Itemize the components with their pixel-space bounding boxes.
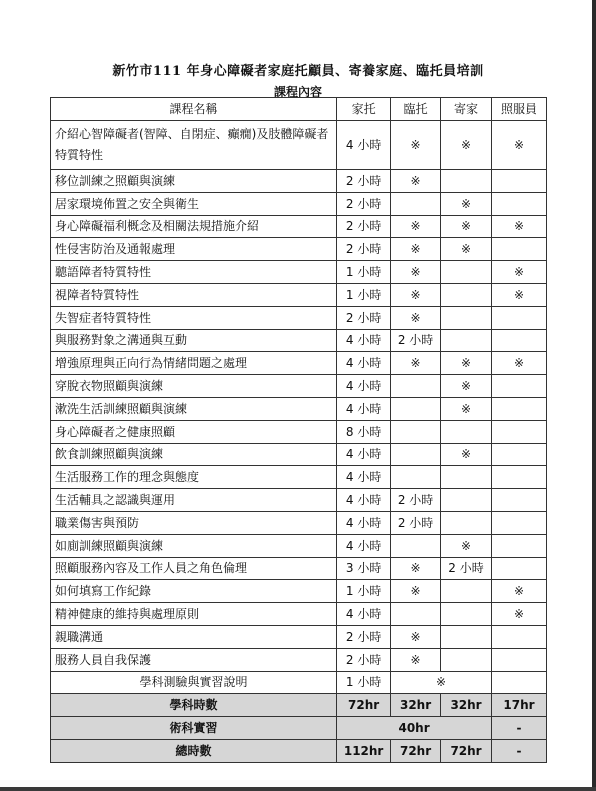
course-care-cell xyxy=(492,329,547,352)
course-name: 性侵害防治及通報處理 xyxy=(51,238,337,261)
exam-row-mark: ※ xyxy=(391,671,492,694)
practice-hours-label: 術科實習 xyxy=(51,717,337,740)
academic-hours-care: 17hr xyxy=(492,694,547,717)
table-row xyxy=(51,534,547,557)
course-name: 居家環境佈置之安全與衛生 xyxy=(51,192,337,215)
course-foster-cell xyxy=(441,489,492,512)
course-name: 增強原理與正向行為情緒問題之處理 xyxy=(51,352,337,375)
practice-hours-value: 40hr xyxy=(337,717,492,740)
table-row xyxy=(51,283,547,306)
table-row xyxy=(51,121,547,170)
total-hours-temp: 72hr xyxy=(391,739,441,762)
course-foster-cell xyxy=(441,261,492,284)
course-home-cell: 4 小時 xyxy=(337,397,391,420)
course-home-cell: 8 小時 xyxy=(337,420,391,443)
course-foster-cell: ※ xyxy=(441,192,492,215)
course-name: 如何填寫工作紀錄 xyxy=(51,580,337,603)
course-foster-cell xyxy=(441,329,492,352)
course-foster-cell: ※ xyxy=(441,397,492,420)
table-row xyxy=(51,397,547,420)
course-foster-cell: ※ xyxy=(441,352,492,375)
course-foster-cell: ※ xyxy=(441,121,492,170)
course-care-cell xyxy=(492,443,547,466)
summary-rows xyxy=(51,671,547,762)
table-row xyxy=(51,375,547,398)
course-temp-cell: ※ xyxy=(391,352,441,375)
course-care-cell xyxy=(492,557,547,580)
course-care-cell xyxy=(492,238,547,261)
course-foster-cell: ※ xyxy=(441,238,492,261)
course-home-cell: 4 小時 xyxy=(337,534,391,557)
course-care-cell xyxy=(492,375,547,398)
course-foster-cell xyxy=(441,511,492,534)
course-temp-cell: ※ xyxy=(391,648,441,671)
course-home-cell: 4 小時 xyxy=(337,375,391,398)
table-row xyxy=(51,352,547,375)
course-name: 身心障礙者之健康照顧 xyxy=(51,420,337,443)
course-temp-cell xyxy=(391,603,441,626)
table-row xyxy=(51,466,547,489)
table-row xyxy=(51,420,547,443)
course-name: 照顧服務內容及工作人員之角色倫理 xyxy=(51,557,337,580)
course-foster-cell: ※ xyxy=(441,375,492,398)
course-home-cell: 1 小時 xyxy=(337,261,391,284)
course-home-cell: 4 小時 xyxy=(337,603,391,626)
course-name: 如廁訓練照顧與演練 xyxy=(51,534,337,557)
course-care-cell xyxy=(492,192,547,215)
course-care-cell xyxy=(492,489,547,512)
course-home-cell: 1 小時 xyxy=(337,580,391,603)
scan-edge-bottom xyxy=(0,787,596,791)
title-block xyxy=(0,60,596,100)
table-row xyxy=(51,489,547,512)
total-hours-home: 112hr xyxy=(337,739,391,762)
course-temp-cell: ※ xyxy=(391,238,441,261)
practice-hours-care: - xyxy=(492,717,547,740)
course-care-cell: ※ xyxy=(492,261,547,284)
course-home-cell: 2 小時 xyxy=(337,215,391,238)
exam-row-name: 學科測驗與實習說明 xyxy=(51,671,337,694)
exam-row-care xyxy=(492,671,547,694)
table-row xyxy=(51,215,547,238)
course-name: 生活服務工作的理念與態度 xyxy=(51,466,337,489)
exam-row xyxy=(51,671,547,694)
total-hours-foster: 72hr xyxy=(441,739,492,762)
course-name: 與服務對象之溝通與互動 xyxy=(51,329,337,352)
course-care-cell xyxy=(492,511,547,534)
course-home-cell: 2 小時 xyxy=(337,238,391,261)
course-care-cell: ※ xyxy=(492,352,547,375)
academic-hours-row xyxy=(51,694,547,717)
document-title: 新竹市111 年身心障礙者家庭托顧員、寄養家庭、臨托員培訓 xyxy=(112,64,484,79)
course-name: 漱洗生活訓練照顧與演練 xyxy=(51,397,337,420)
course-name: 生活輔具之認識與運用 xyxy=(51,489,337,512)
course-foster-cell xyxy=(441,603,492,626)
course-temp-cell: ※ xyxy=(391,170,441,193)
course-home-cell: 4 小時 xyxy=(337,352,391,375)
course-name: 失智症者特質特性 xyxy=(51,306,337,329)
total-hours-care: - xyxy=(492,739,547,762)
course-care-cell xyxy=(492,306,547,329)
course-temp-cell xyxy=(391,375,441,398)
course-name: 精神健康的維持與處理原則 xyxy=(51,603,337,626)
table-header-row xyxy=(51,98,547,121)
header-temp-care: 臨托 xyxy=(391,98,441,121)
course-home-cell: 4 小時 xyxy=(337,121,391,170)
course-home-cell: 2 小時 xyxy=(337,192,391,215)
course-foster-cell xyxy=(441,466,492,489)
course-care-cell: ※ xyxy=(492,603,547,626)
course-table xyxy=(50,97,547,763)
course-name: 職業傷害與預防 xyxy=(51,511,337,534)
course-home-cell: 4 小時 xyxy=(337,466,391,489)
course-name: 親職溝通 xyxy=(51,625,337,648)
table-row xyxy=(51,648,547,671)
table-row xyxy=(51,557,547,580)
document-subtitle: 課程內容 xyxy=(273,85,322,99)
total-hours-row xyxy=(51,739,547,762)
course-home-cell: 3 小時 xyxy=(337,557,391,580)
course-home-cell: 1 小時 xyxy=(337,283,391,306)
course-foster-cell xyxy=(441,580,492,603)
course-foster-cell xyxy=(441,306,492,329)
course-temp-cell: ※ xyxy=(391,261,441,284)
table-row xyxy=(51,443,547,466)
course-temp-cell xyxy=(391,397,441,420)
table-row xyxy=(51,192,547,215)
course-rows xyxy=(51,121,547,672)
course-name: 服務人員自我保護 xyxy=(51,648,337,671)
course-temp-cell xyxy=(391,466,441,489)
course-temp-cell: 2 小時 xyxy=(391,329,441,352)
course-foster-cell xyxy=(441,283,492,306)
course-foster-cell xyxy=(441,625,492,648)
table-row xyxy=(51,580,547,603)
header-course-name: 課程名稱 xyxy=(51,98,337,121)
course-temp-cell: ※ xyxy=(391,625,441,648)
course-temp-cell xyxy=(391,534,441,557)
course-name: 飲食訓練照顧與演練 xyxy=(51,443,337,466)
table-row xyxy=(51,603,547,626)
practice-hours-row xyxy=(51,717,547,740)
academic-hours-temp: 32hr xyxy=(391,694,441,717)
course-care-cell xyxy=(492,466,547,489)
table-row xyxy=(51,329,547,352)
course-name: 介紹心智障礙者(智障、自閉症、癲癇)及肢體障礙者特質特性 xyxy=(51,121,337,170)
course-name: 聽語障者特質特性 xyxy=(51,261,337,284)
course-name: 視障者特質特性 xyxy=(51,283,337,306)
course-foster-cell: ※ xyxy=(441,534,492,557)
course-foster-cell: ※ xyxy=(441,215,492,238)
academic-hours-foster: 32hr xyxy=(441,694,492,717)
course-temp-cell: ※ xyxy=(391,121,441,170)
course-home-cell: 2 小時 xyxy=(337,648,391,671)
course-care-cell xyxy=(492,420,547,443)
course-name: 穿脫衣物照顧與演練 xyxy=(51,375,337,398)
course-home-cell: 4 小時 xyxy=(337,329,391,352)
course-home-cell: 4 小時 xyxy=(337,443,391,466)
course-foster-cell: ※ xyxy=(441,443,492,466)
table-row xyxy=(51,261,547,284)
header-home-care: 家托 xyxy=(337,98,391,121)
course-temp-cell: ※ xyxy=(391,580,441,603)
course-temp-cell xyxy=(391,420,441,443)
academic-hours-home: 72hr xyxy=(337,694,391,717)
course-care-cell: ※ xyxy=(492,283,547,306)
course-foster-cell xyxy=(441,170,492,193)
table-row xyxy=(51,625,547,648)
course-name: 身心障礙福利概念及相關法規措施介紹 xyxy=(51,215,337,238)
course-temp-cell: 2 小時 xyxy=(391,511,441,534)
course-home-cell: 4 小時 xyxy=(337,511,391,534)
course-temp-cell xyxy=(391,443,441,466)
course-foster-cell xyxy=(441,648,492,671)
course-temp-cell: ※ xyxy=(391,215,441,238)
course-care-cell xyxy=(492,397,547,420)
course-care-cell xyxy=(492,648,547,671)
table-row xyxy=(51,306,547,329)
course-care-cell xyxy=(492,170,547,193)
course-care-cell: ※ xyxy=(492,580,547,603)
scan-edge-right xyxy=(592,0,596,791)
course-temp-cell: 2 小時 xyxy=(391,489,441,512)
course-home-cell: 2 小時 xyxy=(337,170,391,193)
table-row xyxy=(51,170,547,193)
course-name: 移位訓練之照顧與演練 xyxy=(51,170,337,193)
course-care-cell: ※ xyxy=(492,215,547,238)
course-temp-cell: ※ xyxy=(391,283,441,306)
header-care-worker: 照服員 xyxy=(492,98,547,121)
course-care-cell xyxy=(492,534,547,557)
academic-hours-label: 學科時數 xyxy=(51,694,337,717)
table-row xyxy=(51,511,547,534)
exam-row-home: 1 小時 xyxy=(337,671,391,694)
table-row xyxy=(51,238,547,261)
course-foster-cell xyxy=(441,420,492,443)
course-foster-cell: 2 小時 xyxy=(441,557,492,580)
course-care-cell xyxy=(492,625,547,648)
course-home-cell: 2 小時 xyxy=(337,625,391,648)
course-temp-cell xyxy=(391,192,441,215)
course-home-cell: 2 小時 xyxy=(337,306,391,329)
course-care-cell: ※ xyxy=(492,121,547,170)
total-hours-label: 總時數 xyxy=(51,739,337,762)
course-temp-cell: ※ xyxy=(391,557,441,580)
course-home-cell: 4 小時 xyxy=(337,489,391,512)
course-temp-cell: ※ xyxy=(391,306,441,329)
header-foster: 寄家 xyxy=(441,98,492,121)
